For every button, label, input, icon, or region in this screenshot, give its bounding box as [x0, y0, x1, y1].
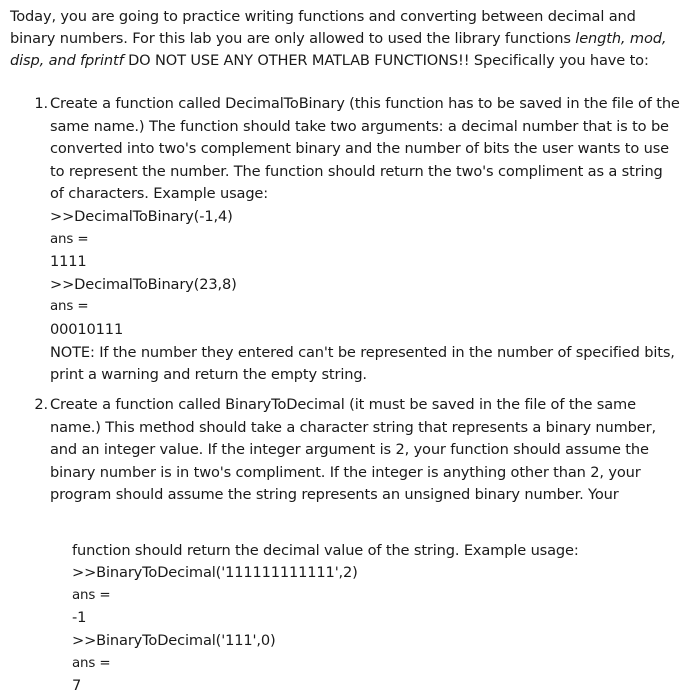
- intro-line-3: [10, 50, 692, 72]
- item2-line: and an integer value. If the integer argument is 2, your function should assume the: [50, 441, 649, 459]
- item2-line: program should assume the string represents an unsigned binary number. Your: [50, 486, 619, 504]
- item2-continuation-line: function should return the decimal value of the string. Example usage:: [72, 542, 579, 559]
- item1-example2-ans-label: ans =: [50, 299, 89, 315]
- item1-line: of characters. Example usage:: [50, 185, 269, 203]
- item2-example2-call: >>BinaryToDecimal('111',0): [72, 632, 276, 650]
- intro-paragraph: [10, 6, 692, 72]
- item1-line: Create a function called DecimalToBinary (this function has to be saved in the file of the: [50, 95, 680, 112]
- item1-note-line: print a warning and return the empty string.: [50, 366, 367, 384]
- item2-example2-ans-label: ans =: [72, 655, 111, 671]
- list-item-2-body: [50, 394, 692, 507]
- intro-line-1: Today, you are going to practice writing functions and converting between decimal and: [10, 8, 636, 25]
- list-item-1-number: 1.: [34, 95, 48, 112]
- item2-example2-result: 7: [72, 677, 82, 695]
- intro-line-2-italic: length, mod,: [575, 30, 667, 47]
- item2-line: name.) This method should take a character string that represents a binary number,: [50, 418, 656, 436]
- item1-line: converted into two's complement binary and the number of bits the user wants to use: [50, 140, 670, 158]
- intro-line-2: [10, 28, 692, 50]
- item2-example1-result: -1: [72, 609, 87, 627]
- item1-note-line: NOTE: If the number they entered can't be represented in the number of specified bits,: [50, 343, 675, 361]
- item1-example2-result: 00010111: [50, 320, 124, 338]
- item1-line: to represent the number. The function should return the two's compliment as a string: [50, 162, 663, 180]
- intro-line-3-text: DO NOT USE ANY OTHER MATLAB FUNCTIONS!! Specifically you have to:: [123, 52, 649, 69]
- intro-line-2-text: binary numbers. For this lab you are only allowed to used the library functions: [10, 30, 576, 47]
- item1-example2-call: >>DecimalToBinary(23,8): [50, 275, 237, 293]
- item2-line: binary number is in two's compliment. If the integer is anything other than 2, your: [50, 463, 641, 481]
- item1-example1-result: 1111: [50, 253, 87, 271]
- list-item-1-body: [50, 93, 692, 387]
- item2-example1-ans-label: ans =: [72, 587, 111, 603]
- item2-line: Create a function called BinaryToDecimal (it must be saved in the file of the same: [50, 396, 636, 413]
- list-item-2-number: 2.: [34, 396, 48, 413]
- item2-example1-call: >>BinaryToDecimal('111111111111',2): [72, 564, 358, 582]
- item2-continuation: [72, 540, 692, 698]
- item1-line: same name.) The function should take two arguments: a decimal number that is to be: [50, 117, 669, 135]
- intro-line-3-italic: disp, and fprintf: [10, 52, 124, 69]
- item1-example1-call: >>DecimalToBinary(-1,4): [50, 207, 233, 225]
- item1-example1-ans-label: ans =: [50, 231, 89, 247]
- list-item-1: [28, 93, 692, 387]
- list-item-2: [28, 394, 692, 507]
